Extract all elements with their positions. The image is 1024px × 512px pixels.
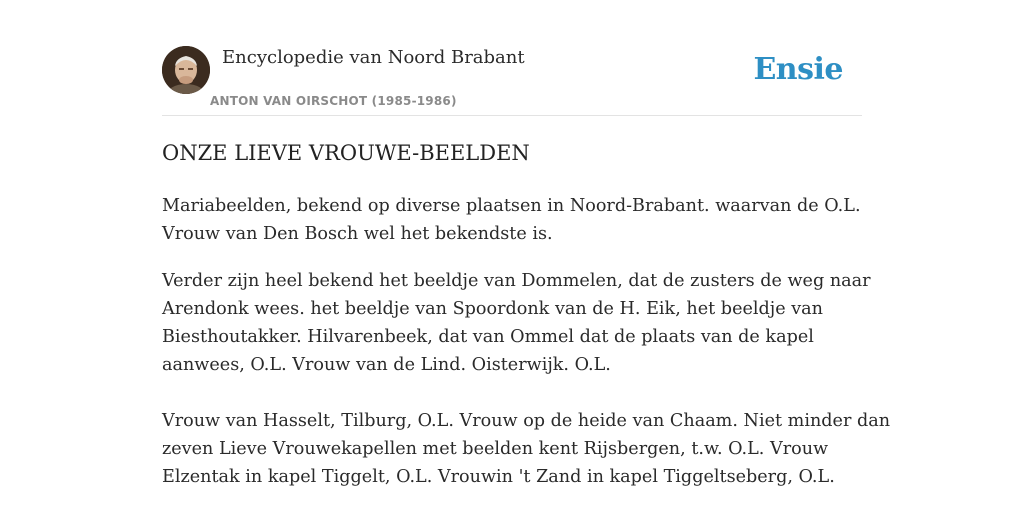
paragraph-line: aanwees, O.L. Vrouw van de Lind. Oisterwijk. O.L. bbox=[162, 355, 611, 375]
encyclopedia-title[interactable]: Encyclopedie van Noord Brabant bbox=[222, 47, 525, 68]
paragraph-line: Elzentak in kapel Tiggelt, O.L. Vrouwin 't Zand in kapel Tiggeltseberg, O.L. bbox=[162, 467, 835, 487]
article-title: ONZE LIEVE VROUWE-BEELDEN bbox=[162, 141, 530, 165]
paragraph bbox=[162, 267, 871, 379]
source-header bbox=[162, 46, 862, 116]
paragraph bbox=[162, 192, 862, 248]
paragraph-line: Vrouw van Hasselt, Tilburg, O.L. Vrouw op de heide van Chaam. Niet minder dan bbox=[162, 411, 891, 431]
paragraph-line: Vrouw van Den Bosch wel het bekendste is. bbox=[162, 224, 553, 244]
article-body bbox=[162, 192, 891, 510]
paragraph-line: zeven Lieve Vrouwekapellen met beelden kent Rijsbergen, t.w. O.L. Vrouw bbox=[162, 439, 829, 459]
paragraph bbox=[162, 407, 891, 491]
author-portrait-icon bbox=[162, 46, 210, 94]
ensie-logo[interactable]: Ensie bbox=[753, 52, 843, 87]
paragraph-line: Biesthoutakker. Hilvarenbeek, dat van Ommel dat de plaats van de kapel bbox=[162, 327, 814, 347]
author-name[interactable]: ANTON VAN OIRSCHOT (1985-1986) bbox=[210, 94, 457, 108]
paragraph-line: Mariabeelden, bekend op diverse plaatsen in Noord-Brabant. waarvan de O.L. bbox=[162, 196, 861, 216]
paragraph-line: Verder zijn heel bekend het beeldje van Dommelen, dat de zusters de weg naar bbox=[162, 271, 871, 291]
paragraph-line: Arendonk wees. het beeldje van Spoordonk van de H. Eik, het beeldje van bbox=[162, 299, 824, 319]
author-avatar[interactable] bbox=[162, 46, 210, 94]
